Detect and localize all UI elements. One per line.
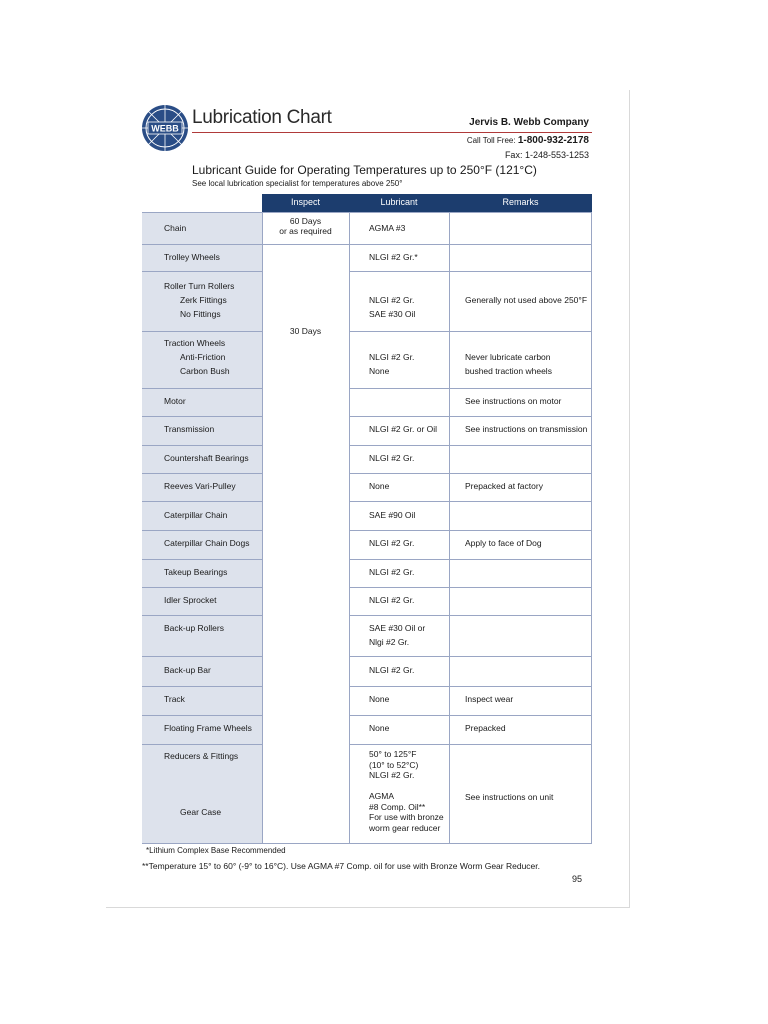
column-inspect: Inspect [290,197,321,207]
lubricant-value: NLGI #2 Gr. [369,453,415,463]
item-label: Reeves Vari-Pulley [164,481,236,491]
row-divider [349,388,592,389]
remarks-value: Never lubricate carbon [465,352,551,362]
lubricant-value: SAE #30 Oil [369,309,416,319]
row-divider [142,843,592,844]
row-divider [142,559,262,560]
row-divider [142,271,262,272]
row-divider [349,473,592,474]
row-divider [142,501,262,502]
title-divider [192,132,592,133]
lubricant-value: NLGI #2 Gr. [369,595,415,605]
item-label: Traction Wheels [164,338,226,348]
remarks-value: Prepacked [465,723,506,733]
webb-logo-icon [140,103,190,153]
row-divider [349,501,592,502]
item-label: Caterpillar Chain [164,510,228,520]
subtitle: Lubricant Guide for Operating Temperatures up to 250°F (121°C) [192,163,537,177]
call-prefix: Call Toll Free: [466,136,516,145]
lubricant-line: NLGI #2 Gr. [369,770,415,780]
row-divider [142,388,262,389]
column-divider [449,212,450,844]
fax-number: Fax: 1-248-553-1253 [504,150,589,160]
lubricant-value: SAE #90 Oil [369,510,416,520]
item-sublabel: No Fittings [180,309,221,319]
item-label: Transmission [164,424,215,434]
item-label: Reducers & Fittings [164,751,239,761]
lubricant-value: NLGI #2 Gr. [369,567,415,577]
lubricant-value: None [369,366,390,376]
lubricant-value: AGMA #3 [369,223,406,233]
lubricant-line: 50° to 125°F [369,749,417,759]
table-header [262,194,592,212]
lubricant-value: Nlgi #2 Gr. [369,637,410,647]
footnote-temperature: **Temperature 15° to 60° (-9° to 16°C). Use AGMA #7 Comp. oil for use with Bronze Worm Gear Reducer. [142,861,540,871]
item-label: Back-up Bar [164,665,211,675]
lubricant-value: None [369,694,390,704]
row-divider [142,473,262,474]
row-divider [349,744,592,745]
item-label: Countershaft Bearings [164,453,249,463]
contact-info [467,134,589,162]
row-divider [349,615,592,616]
item-sublabel: Zerk Fittings [180,295,227,305]
document-page [106,90,630,908]
row-divider [349,445,592,446]
inspect-common: 30 Days [289,326,322,336]
remarks-value: Generally not used above 250°F [465,295,588,305]
column-remarks: Remarks [502,197,539,207]
row-divider [142,686,262,687]
item-label: Takeup Bearings [164,567,228,577]
item-label: Roller Turn Rollers [164,281,235,291]
row-divider [349,559,592,560]
logo-text: WEBB [151,123,179,134]
lubricant-value: NLGI #2 Gr. [369,352,415,362]
item-label: Idler Sprocket [164,595,217,605]
lubricant-value: None [369,481,390,491]
item-sublabel: Carbon Bush [180,366,230,376]
item-sublabel: Anti-Friction [180,352,226,362]
lubricant-line: (10° to 52°C) [369,759,419,770]
row-divider [142,615,262,616]
row-divider [349,715,592,716]
column-divider [591,212,592,844]
lubricant-line: AGMA [369,791,395,801]
row-divider [349,656,592,657]
remarks-value: See instructions on transmission [465,424,588,434]
item-label: Caterpillar Chain Dogs [164,538,250,548]
remarks-value: See instructions on motor [465,396,562,406]
row-divider [142,244,592,245]
remarks-value: Prepacked at factory [465,481,543,491]
lubricant-value: NLGI #2 Gr. [369,538,415,548]
lubricant-value: SAE #30 Oil or [369,623,426,633]
row-divider [142,587,262,588]
row-divider [142,715,262,716]
row-divider [142,331,262,332]
column-divider [349,212,350,844]
item-label: Gear Case [180,807,222,817]
row-divider [349,271,592,272]
row-divider [349,686,592,687]
column-divider [262,212,263,844]
footnote-lithium: *Lithium Complex Base Recommended [146,846,286,855]
inspect-chain-line: 60 Days [289,216,322,226]
page-number: 95 [572,874,583,884]
item-label: Chain [164,223,187,233]
lubricant-line: worm gear reducer [369,822,441,833]
row-divider [142,212,592,213]
spacer [369,781,444,792]
row-divider [142,445,262,446]
inspect-chain-line: or as required [279,226,332,236]
item-label: Floating Frame Wheels [164,723,252,733]
remarks-value: Inspect wear [465,694,514,704]
remarks-value: See instructions on unit [465,792,554,802]
item-label: Trolley Wheels [164,252,220,262]
item-label: Back-up Rollers [164,623,224,633]
lubricant-value: NLGI #2 Gr. [369,295,415,305]
remarks-value: bushed traction wheels [465,366,552,376]
row-divider [349,331,592,332]
item-label: Motor [164,396,186,406]
lubricant-value: NLGI #2 Gr. or Oil [369,424,438,434]
row-divider [142,416,262,417]
row-divider [349,587,592,588]
row-divider [349,530,592,531]
temperature-note: See local lubrication specialist for temperatures above 250° [192,179,403,188]
gear-lubricant-block [369,749,444,833]
lubricant-value: NLGI #2 Gr. [369,665,415,675]
inspect-chain [262,216,349,236]
company-name: Jervis B. Webb Company [469,117,589,128]
row-divider [142,744,262,745]
lubricant-line: For use with bronze [369,812,444,822]
lubricant-line: #8 Comp. Oil** [369,801,426,812]
page-title: Lubrication Chart [192,107,332,128]
row-divider [142,530,262,531]
lubricant-value: NLGI #2 Gr.* [369,252,418,262]
row-divider [142,656,262,657]
lubricant-value: None [369,723,390,733]
remarks-value: Apply to face of Dog [465,538,542,548]
lubrication-table [142,194,592,844]
phone-number: 1-800-932-2178 [517,135,589,146]
row-divider [349,416,592,417]
item-label: Track [164,694,185,704]
column-lubricant: Lubricant [380,197,418,207]
